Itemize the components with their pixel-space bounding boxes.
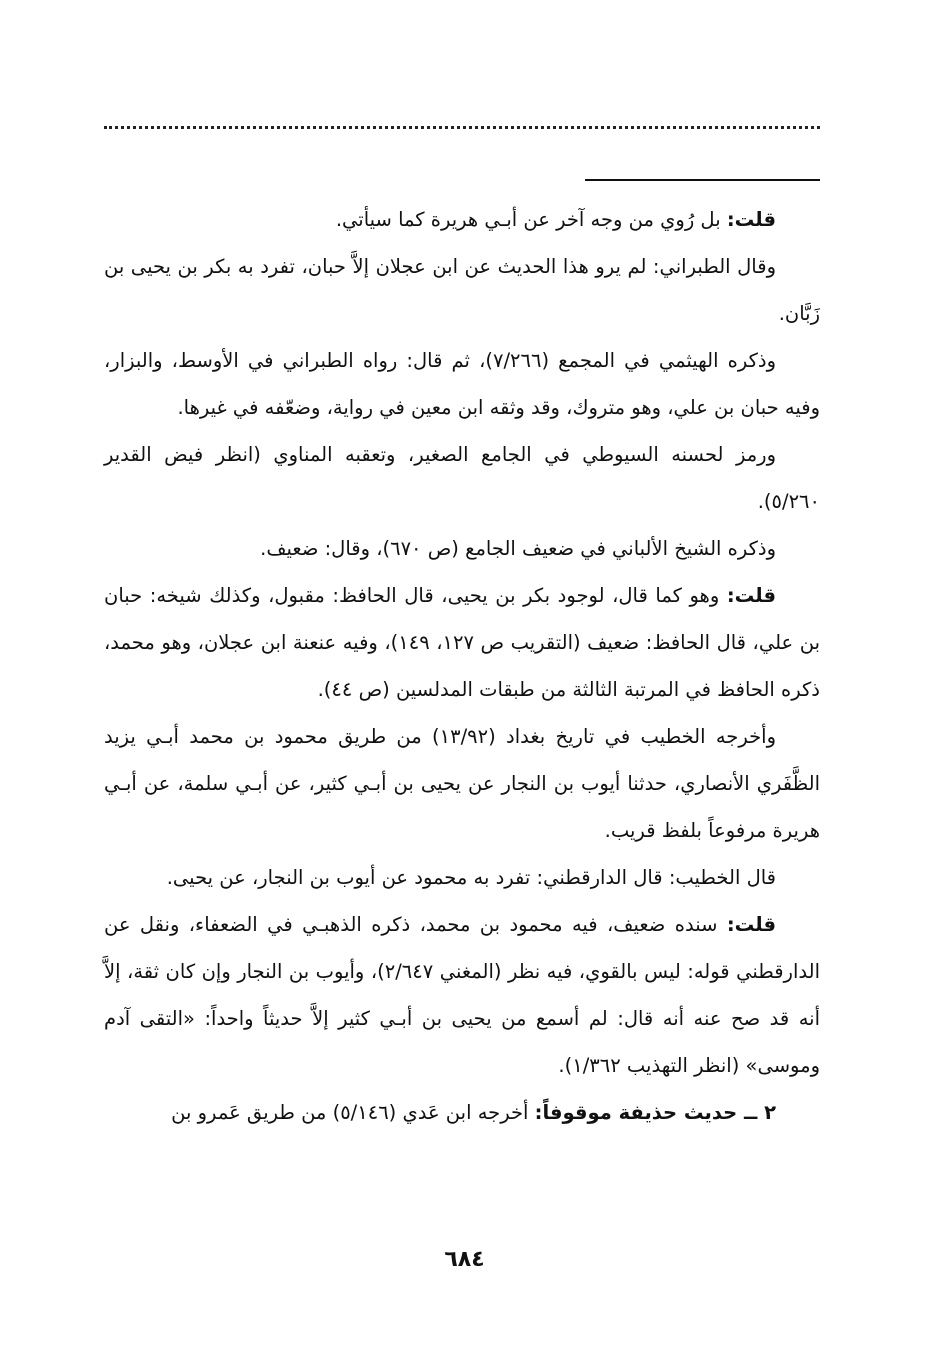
- paragraph-6: [104, 572, 820, 713]
- paragraph-4: [104, 431, 820, 525]
- paragraph-3: [104, 337, 820, 431]
- paragraph-9: [104, 901, 820, 1089]
- paragraph-text: وذكره الهيثمي في المجمع (٧/٢٦٦)، ثم قال: رواه الطبراني في الأوسط، والبزار، وفيه حبان بن علي، وهو متروك، وقد وثقه ابن معين في رواية، وضعّفه في غيرها.: [104, 349, 820, 419]
- paragraph-2: [104, 243, 820, 337]
- paragraph-text: ورمز لحسنه السيوطي في الجامع الصغير، وتعقبه المناوي (انظر فيض القدير ٥/٢٦٠).: [104, 443, 820, 513]
- dotted-separator: [104, 126, 820, 129]
- paragraph-label: قلت:: [726, 584, 776, 607]
- paragraph-5: [104, 525, 820, 572]
- paragraph-8: [104, 854, 820, 901]
- page-number: ٦٨٤: [444, 1247, 485, 1272]
- paragraph-label: قلت:: [726, 913, 776, 936]
- paragraph-text: سنده ضعيف، فيه محمود بن محمد، ذكره الذهبـي في الضعفاء، ونقل عن الدارقطني قوله: ليس بالقوي، فيه نظر (المغني ٢/٦٤٧)، وأيوب بن النجار وإن كان ثقة، إلاَّ أنه قد صح عنه أنه قال: لم أسمع من يحيى بن أبـي كثير إلاَّ حديثاً واحداً: «التقى آدم وموسى» (انظر التهذيب ١/٣٦٢).: [104, 913, 820, 1077]
- paragraph-7: [104, 713, 820, 854]
- paragraph-text: وذكره الشيخ الألباني في ضعيف الجامع (ص ٦٧٠)، وقال: ضعيف.: [260, 537, 776, 560]
- page-body: [104, 196, 820, 1136]
- paragraph-text: قال الخطيب: قال الدارقطني: تفرد به محمود عن أيوب بن النجار، عن يحيى.: [166, 866, 776, 889]
- paragraph-text: بل رُوي من وجه آخر عن أبـي هريرة كما سيأتي.: [335, 208, 727, 231]
- paragraph-text: وهو كما قال، لوجود بكر بن يحيى، قال الحافظ: مقبول، وكذلك شيخه: حبان بن علي، قال الحافظ: ضعيف (التقريب ص ١٢٧، ١٤٩)، وفيه عنعنة ابن عجلان، وهو محمد، ذكره الحافظ في المرتبة الثالثة من طبقات المدلسين (ص ٤٤).: [104, 584, 820, 701]
- paragraph-text: وقال الطبراني: لم يرو هذا الحديث عن ابن عجلان إلاَّ حبان، تفرد به بكر بن يحيى بن زَبَّان.: [104, 255, 820, 325]
- paragraph-text: وأخرجه الخطيب في تاريخ بغداد (١٣/٩٢) من طريق محمود بن محمد أبـي يزيد الظَّفَري الأنصاري، حدثنا أيوب بن النجار عن يحيى بن أبـي كثير، عن أبـي سلمة، عن أبـي هريرة مرفوعاً بلفظ قريب.: [104, 725, 820, 842]
- paragraph-label: قلت:: [726, 208, 776, 231]
- paragraph-1: [104, 196, 820, 243]
- paragraph-label: ٢ ــ حديث حذيفة موقوفاً:: [534, 1101, 776, 1124]
- footnote-rule: [585, 179, 820, 181]
- paragraph-10: [104, 1089, 820, 1136]
- paragraph-text: أخرجه ابن عَدي (٥/١٤٦) من طريق عَمرو بن: [171, 1101, 535, 1124]
